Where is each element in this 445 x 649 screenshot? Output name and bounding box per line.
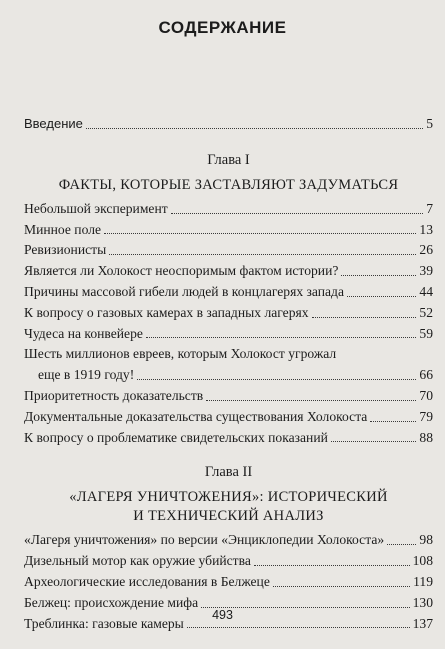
- toc-entry-page: 79: [419, 408, 433, 424]
- toc-entry-page: 137: [412, 615, 433, 631]
- dot-leader: [370, 420, 416, 422]
- toc-entry[interactable]: [24, 572, 433, 593]
- toc-entry-page: 39: [419, 263, 433, 279]
- toc-entry-title: Небольшой эксперимент: [24, 200, 168, 216]
- dot-leader: [104, 232, 416, 234]
- toc-entry-page: 98: [419, 532, 433, 548]
- toc-entry-title: Ревизионисты: [24, 242, 107, 258]
- dot-leader: [331, 440, 417, 442]
- page-title: СОДЕРЖАНИЕ: [158, 18, 287, 37]
- toc-entry[interactable]: [24, 303, 433, 324]
- toc-entry-page: 88: [419, 429, 433, 445]
- toc-entry-title: Археологические исследования в Белжеце: [24, 573, 270, 589]
- chapter-2-label: Глава II: [204, 464, 253, 481]
- toc-entry-title: Треблинка: газовые камеры: [24, 615, 184, 631]
- dot-leader: [273, 585, 410, 587]
- chapter-1-title: ФАКТЫ, КОТОРЫЕ ЗАСТАВЛЯЮТ ЗАДУМАТЬСЯ: [58, 176, 399, 193]
- page-number: 493: [212, 608, 233, 622]
- toc-entry[interactable]: [24, 199, 433, 220]
- chapter-2-title-line-2: И ТЕХНИЧЕСКИЙ АНАЛИЗ: [133, 508, 324, 525]
- toc-entry-title: Минное поле: [24, 221, 102, 237]
- dot-leader: [387, 543, 416, 545]
- toc-entry-title: Причины массовой гибели людей в концлагерях запада: [24, 283, 345, 299]
- toc-entry[interactable]: [24, 407, 433, 428]
- toc-entry-page: 7: [426, 200, 433, 216]
- toc-entry-page: 130: [412, 594, 433, 610]
- toc-entry[interactable]: [24, 551, 433, 572]
- toc-entry-page: 59: [419, 325, 433, 341]
- toc-entry-title: К вопросу о проблематике свидетельских показаний: [24, 429, 328, 445]
- toc-entry[interactable]: [24, 386, 433, 407]
- dot-leader: [312, 316, 417, 318]
- toc-entry-continued[interactable]: [24, 365, 433, 386]
- toc-entry[interactable]: [24, 261, 433, 282]
- toc-entry[interactable]: [24, 428, 433, 449]
- dot-leader: [347, 295, 416, 297]
- toc-entry-page: 119: [413, 573, 433, 589]
- dot-leader: [187, 626, 410, 628]
- toc-entry-title: Является ли Холокост неоспоримым фактом истории?: [24, 263, 339, 279]
- toc-entry-title: Введение: [24, 116, 83, 131]
- toc-entry-title: Белжец: происхождение мифа: [24, 594, 199, 610]
- toc-entry[interactable]: [24, 220, 433, 241]
- dot-leader: [109, 253, 416, 255]
- chapter-2-title-line-1: «ЛАГЕРЯ УНИЧТОЖЕНИЯ»: ИСТОРИЧЕСКИЙ: [69, 489, 388, 506]
- dot-leader: [137, 378, 416, 380]
- dot-leader: [254, 564, 410, 566]
- dot-leader: [86, 127, 423, 129]
- toc-entry-title: Дизельный мотор как оружие убийства: [24, 553, 251, 569]
- dot-leader: [146, 336, 417, 338]
- toc-entry-title: Чудеса на конвейере: [24, 325, 143, 341]
- toc-entry-page: 66: [419, 367, 433, 383]
- toc-entry-title: К вопросу о газовых камерах в западных лагерях: [24, 304, 309, 320]
- toc-entry-title: Шесть миллионов евреев, которым Холокост угрожал: [24, 346, 337, 362]
- toc-entry-intro[interactable]: [24, 114, 433, 135]
- toc-entry[interactable]: [24, 530, 433, 551]
- toc-entry-title-continued: еще в 1919 году!: [38, 367, 135, 383]
- dot-leader: [341, 274, 416, 276]
- dot-leader: [206, 399, 416, 401]
- toc-entry-page: 44: [419, 283, 433, 299]
- dot-leader: [171, 212, 424, 214]
- toc-entry[interactable]: [24, 240, 433, 261]
- toc-entry[interactable]: [24, 324, 433, 345]
- toc-entry-title: «Лагеря уничтожения» по версии «Энциклопедии Холокоста»: [24, 532, 385, 548]
- toc-entry[interactable]: [24, 282, 433, 303]
- toc-entry-page: 52: [419, 304, 433, 320]
- toc-entry-page: 13: [419, 221, 433, 237]
- toc-entry-title: Приоритетность доказательств: [24, 387, 204, 403]
- toc-entry-page: 26: [419, 242, 433, 258]
- table-of-contents: [24, 114, 433, 634]
- toc-entry-title: Документальные доказательства существования Холокоста: [24, 408, 368, 424]
- toc-entry[interactable]: [24, 344, 433, 365]
- toc-entry-page: 5: [426, 116, 433, 131]
- toc-entry-page: 70: [419, 387, 433, 403]
- chapter-1-label: Глава I: [207, 151, 250, 168]
- toc-entry-page: 108: [412, 553, 433, 569]
